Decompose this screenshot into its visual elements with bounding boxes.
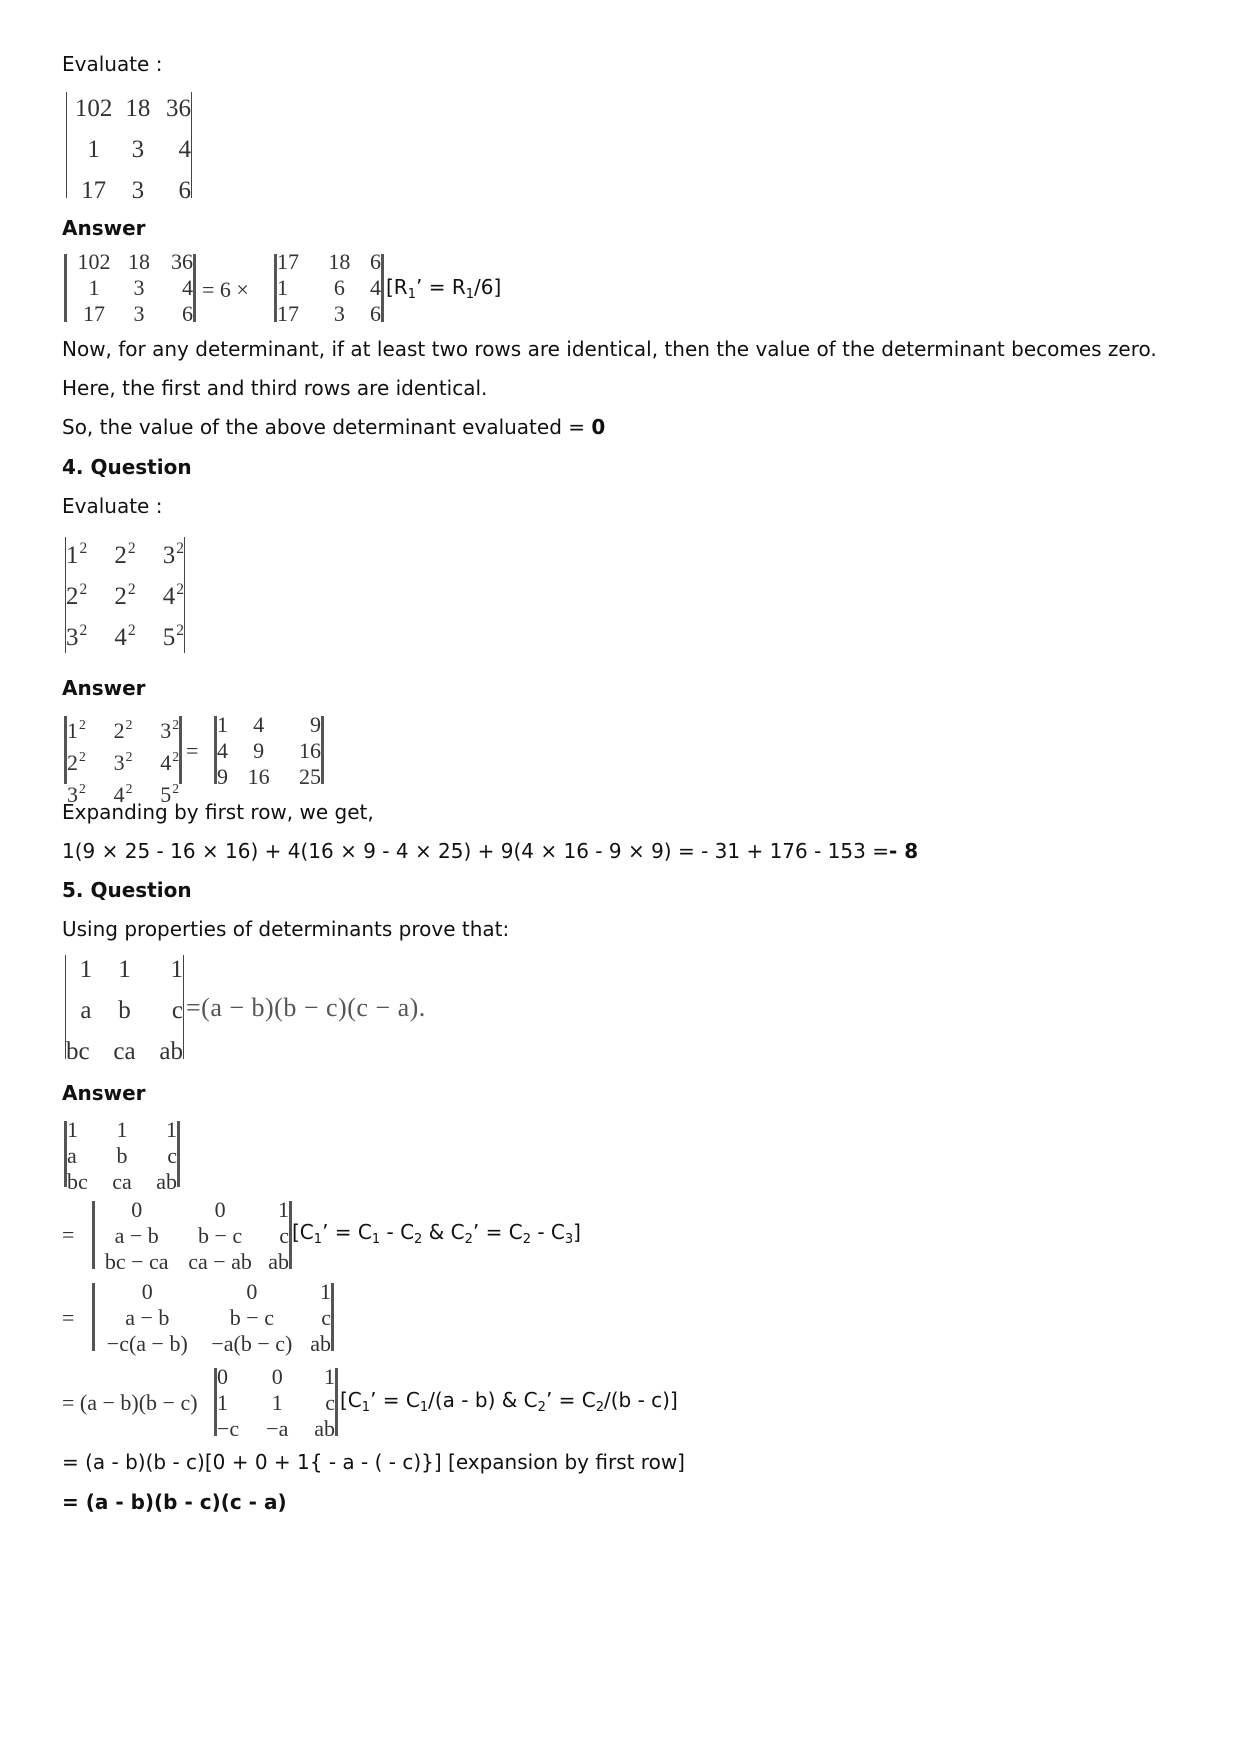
equals-sign: = [186, 738, 199, 763]
determinant-q3-rhs: 17 18 6 1 6 4 17 3 6 [274, 254, 384, 322]
determinant-step-2: 0 0 1 a − b b − c c −c(a − b) −a(b − c) ab [92, 1283, 334, 1351]
explanation-line-1: Now, for any determinant, if at least two rows are identical, then the value of the determinant becomes zero. [62, 337, 1157, 361]
expansion-calculation: 1(9 × 25 - 16 × 16) + 4(16 × 9 - 4 × 25) + 9(4 × 16 - 9 × 9) = - 31 + 176 - 153 =- 8 [62, 839, 919, 863]
equals-sign: = [62, 1222, 75, 1247]
factored-prefix: = (a − b)(b − c) [62, 1390, 198, 1415]
determinant-step-0: 1 1 1 a b c bc ca ab [64, 1121, 180, 1187]
answer-heading: Answer [62, 1081, 146, 1105]
determinant-q4-rhs: 1 4 9 4 9 16 9 16 25 [214, 716, 324, 784]
determinant-q4-lhs: $1^2$ $2^2$ $3^2$ $2^2$ $3^2$ $4^2$ $3^2$ $4^2$ $5^2$ [64, 716, 182, 784]
question-4-heading: 4. Question [62, 455, 192, 479]
result-value: 0 [591, 415, 606, 439]
determinant-q3-question: 102 18 36 1 3 4 17 3 6 [66, 92, 192, 198]
column-operation-note-2: [$C_1$’ = $C_1/(a - b)$ & $C_2$’ = $C_2/(b - c)$] [340, 1388, 678, 1415]
calculation-result: - 8 [888, 839, 919, 863]
question-5-heading: 5. Question [62, 878, 192, 902]
expansion-step: = (a - b)(b - c)[0 + 0 + 1{ - a - ( - c)}] [expansion by first row] [62, 1450, 685, 1474]
identity-rhs: =(a − b)(b − c)(c − a). [186, 993, 426, 1022]
determinant-q5-question: 1 1 1 a b c bc ca ab [66, 955, 183, 1065]
determinant-step-3: 0 0 1 1 1 c −c −a ab [214, 1368, 338, 1436]
determinant-step-1: 0 0 1 a − b b − c c bc − ca ca − ab ab [92, 1201, 292, 1269]
explanation-line-2: Here, the first and third rows are identical. [62, 376, 488, 400]
result-line: So, the value of the above determinant evaluated = 0 [62, 415, 606, 439]
evaluate-label: Evaluate : [62, 52, 163, 76]
question-prompt: Using properties of determinants prove that: [62, 917, 510, 941]
final-result: = (a - b)(b - c)(c - a) [62, 1490, 287, 1514]
equals-six-times: = 6 × [202, 277, 249, 302]
equals-sign: = [62, 1305, 75, 1330]
answer-heading: Answer [62, 216, 146, 240]
determinant-q4-question: $1^2$ $2^2$ $3^2$ $2^2$ $2^2$ $4^2$ $3^2$ $4^2$ $5^2$ [65, 537, 185, 653]
answer-heading: Answer [62, 676, 146, 700]
determinant-q3-lhs: 102 18 36 1 3 4 17 3 6 [64, 254, 196, 322]
column-operation-note-1: [$C_1$’ = $C_1 - C_2$ & $C_2$’ = $C_2 - C_3$] [292, 1220, 581, 1247]
evaluate-label: Evaluate : [62, 494, 163, 518]
row-operation-note: [$R_1$’ = $R_1/6$] [386, 275, 502, 302]
expansion-intro: Expanding by first row, we get, [62, 800, 374, 824]
